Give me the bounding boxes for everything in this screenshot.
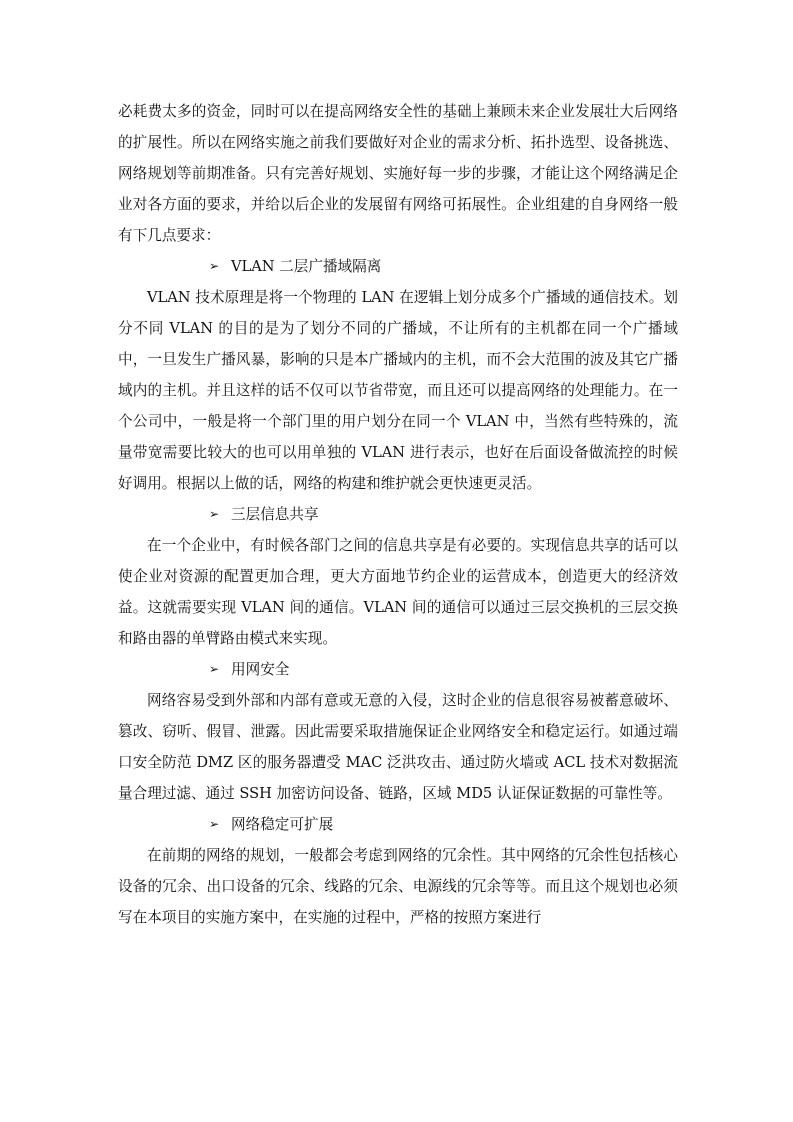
intro-paragraph: 必耗费太多的资金，同时可以在提高网络安全性的基础上兼顾未来企业发展壮大后网络的扩展性。所以在网络实施之前我们要做好对企业的需求分析、拓扑选型、设备挑选、网络规划等前期准备。只有完善好规划、实施好每一步的步骤，才能让这个网络满足企业对各方面的要求，并给以后企业的发展留有网络可拓展性。企业组建的自身网络一般有下几点要求：: [118, 103, 678, 244]
section-paragraph-vlan: VLAN 技术原理是将一个物理的 LAN 在逻辑上划分成多个广播域的通信技术。划分不同 VLAN 的目的是为了划分不同的广播域，不让所有的主机都在同一个广播域中，一旦发生广播风暴，影响的只是本广播域内的主机，而不会大范围的波及其它广播域内的主机。并且这样的话不仅可以节省带宽，而且还可以提高网络的处理能力。在一个公司中，一般是将一个部门里的用户划分在同一个 VLAN 中，当然有些特殊的，流量带宽需要比较大的也可以用单独的 VLAN 进行表示，也好在后面设备做流控的时候好调用。根据以上做的话，网络的构建和维护就会更快速更灵活。: [118, 289, 678, 492]
section-heading-text: 三层信息共享: [231, 506, 319, 523]
section-paragraph-info-sharing: 在一个企业中，有时候各部门之间的信息共享是有必要的。实现信息共享的话可以使企业对资源的配置更加合理，更大方面地节约企业的运营成本，创造更大的经济效益。这就需要实现 VLAN 间的通信。VLAN 间的通信可以通过三层交换机的三层交换和路由器的单臂路由模式来实现。: [118, 537, 678, 647]
section-paragraph-stability: 在前期的网络的规划，一般都会考虑到网络的冗余性。其中网络的冗余性包括核心设备的冗余、出口设备的冗余、线路的冗余、电源线的冗余等等。而且这个规划也必须写在本项目的实施方案中，在实施的过程中，严格的按照方案进行: [118, 847, 678, 926]
section-heading-text: 用网安全: [231, 661, 290, 678]
section-heading-info-sharing: [118, 499, 678, 530]
section-heading-text: 网络稳定可扩展: [231, 816, 334, 833]
document-body: [118, 96, 678, 933]
section-heading-security: [118, 654, 678, 685]
section-heading-text: VLAN 二层广播域隔离: [231, 258, 382, 275]
section-heading-stability: [118, 809, 678, 840]
section-heading-vlan: [118, 251, 678, 282]
section-paragraph-security: 网络容易受到外部和内部有意或无意的入侵，这时企业的信息很容易被蓄意破坏、篡改、窃听、假冒、泄露。因此需要采取措施保证企业网络安全和稳定运行。如通过端口安全防范 DMZ 区的服务器遭受 MAC 泛洪攻击、通过防火墙或 ACL 技术对数据流量合理过滤、通过 SSH 加密访问设备、链路，区域 MD5 认证保证数据的可靠性等。: [118, 692, 678, 802]
arrow-bullet-icon: ➢: [209, 662, 220, 676]
arrow-bullet-icon: ➢: [209, 507, 220, 521]
arrow-bullet-icon: ➢: [209, 259, 220, 273]
arrow-bullet-icon: ➢: [209, 817, 220, 831]
